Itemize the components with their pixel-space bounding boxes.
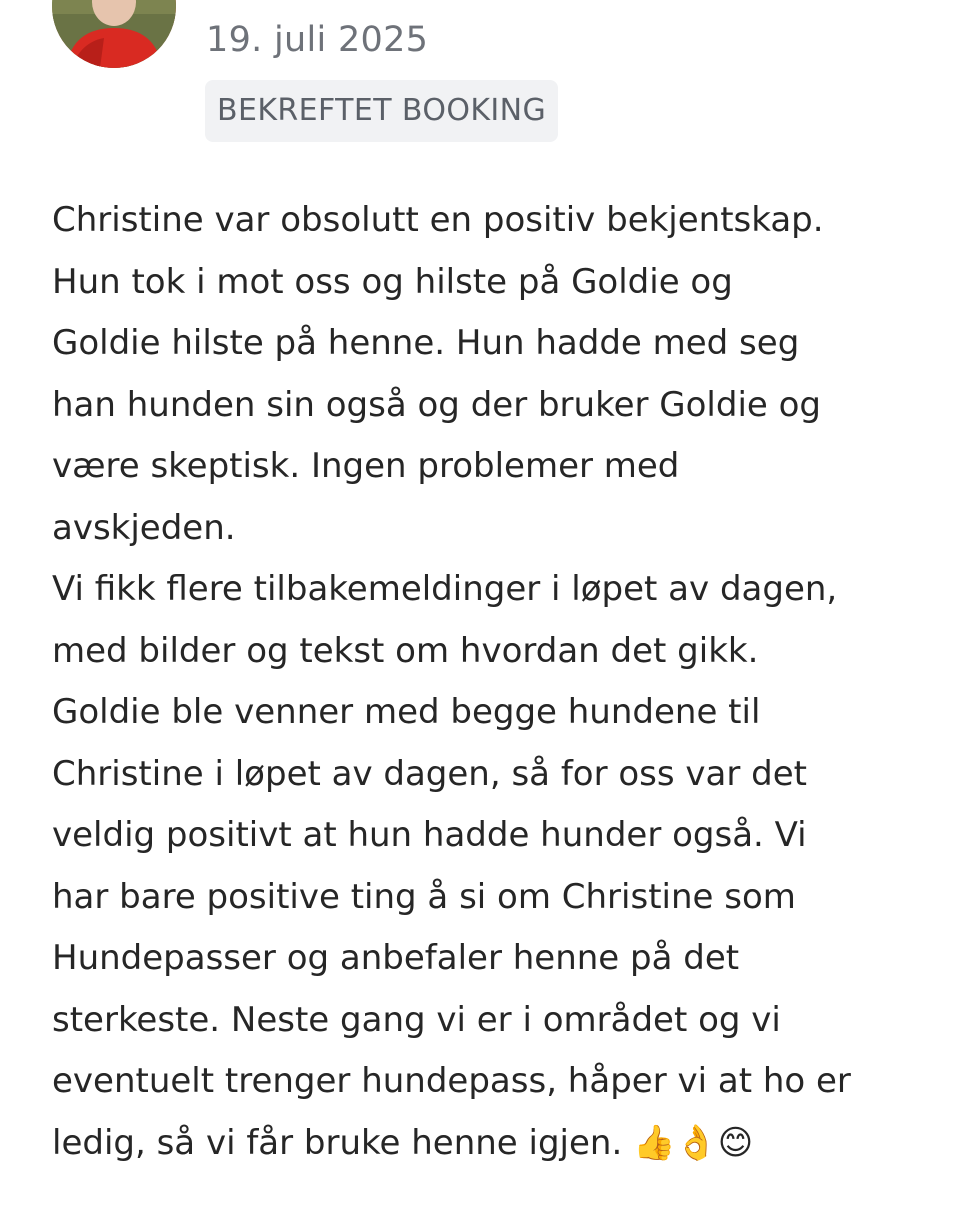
review-date: 19. juli 2025 bbox=[206, 20, 429, 60]
avatar-photo-icon bbox=[52, 0, 176, 68]
status-badge: BEKREFTET BOOKING bbox=[205, 80, 558, 142]
review-text: Christine var obsolutt en positiv bekjentskap. Hun tok i mot oss og hilste på Goldie og Goldie hilste på henne. Hun hadde med seg han hunden sin også og der bruker Goldie og være skeptisk. Ingen problemer med avskjeden. Vi fikk flere tilbakemeldinger i løpet av dagen, med bilder og tekst om hvordan det gikk. Goldie ble venner med begge hundene til Christine i løpet av dagen, så for oss var det veldig positivt at hun hadde hunder også. Vi har bare positive ting å si om Christine som Hundepasser og anbefaler henne på det sterkeste. Neste gang vi er i området og vi eventuelt trenger hundepass, håper vi at ho er ledig, så vi får bruke henne igjen. 👍👌😊 bbox=[52, 200, 851, 1163]
avatar[interactable] bbox=[52, 0, 176, 68]
